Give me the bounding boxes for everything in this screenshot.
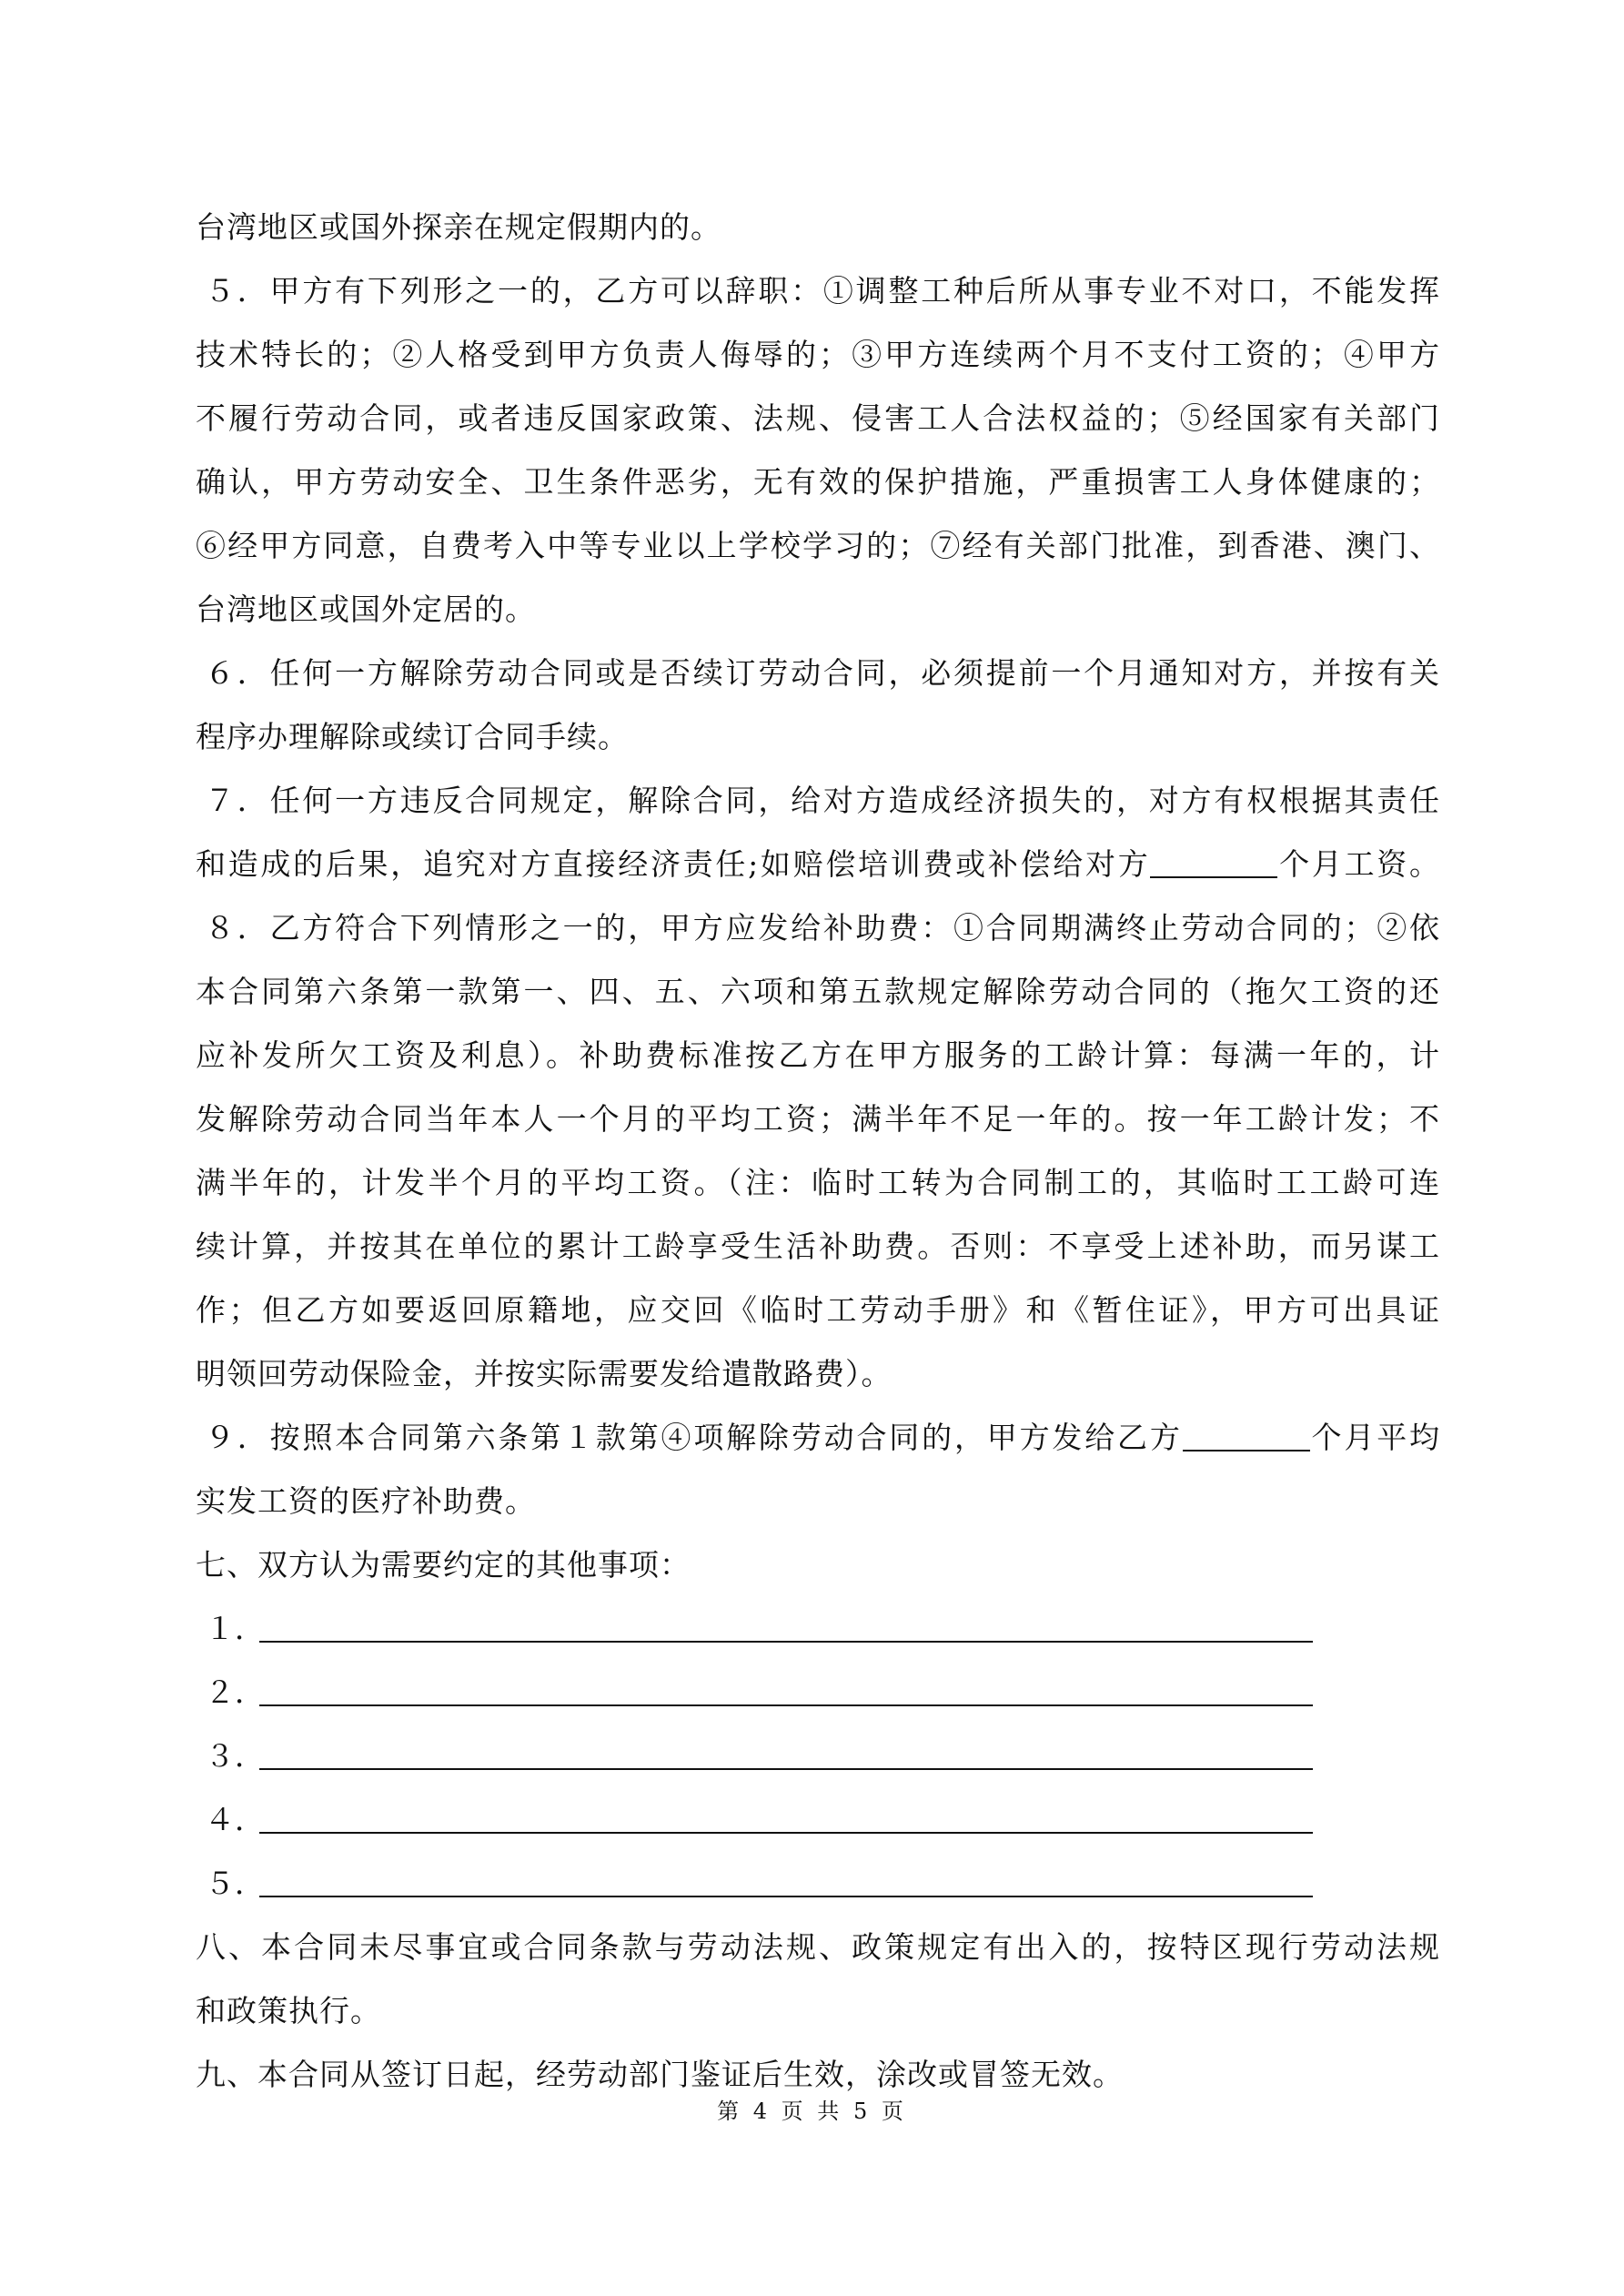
clause-9-line [196, 1406, 1440, 1470]
item-number: ４． [205, 1802, 265, 1837]
item-fill-line[interactable] [259, 1865, 1313, 1897]
text-line: 程序办理解除或续订合同手续。 [196, 719, 629, 754]
text-segment: 个月工资。 [1277, 846, 1440, 882]
text-segment: 和造成的后果，追究对方直接经济责任;如赔偿培训费或补偿给对方 [196, 846, 1151, 882]
text-line: ⑥经甲方同意，自费考入中等专业以上学校学习的；⑦经有关部门批准，到香港、澳门、 [196, 528, 1440, 563]
text-line: 技术特长的；②人格受到甲方负责人侮辱的；③甲方连续两个月不支付工资的；④甲方 [196, 337, 1440, 372]
other-item-row [196, 1788, 1440, 1852]
clause-5-line: ５．甲方有下列形之一的，乙方可以辞职：①调整工种后所从事专业不对口，不能发挥 [205, 273, 1440, 308]
item-fill-line[interactable] [259, 1610, 1313, 1643]
other-item-row [196, 1852, 1440, 1916]
text-line: 满半年的，计发半个月的平均工资。（注：临时工转为合同制工的，其临时工工龄可连 [196, 1165, 1440, 1200]
clause-6-line: ６．任何一方解除劳动合同或是否续订劳动合同，必须提前一个月通知对方，并按有关 [205, 655, 1440, 691]
text-line: 续计算，并按其在单位的累计工龄享受生活补助费。否则：不享受上述补助，而另谋工 [196, 1229, 1440, 1264]
other-item-row [196, 1597, 1440, 1661]
item-fill-line[interactable] [259, 1801, 1313, 1834]
clause-8-line: ８．乙方符合下列情形之一的，甲方应发给补助费：①合同期满终止劳动合同的；②依 [205, 910, 1440, 946]
text-line: 实发工资的医疗补助费。 [196, 1483, 536, 1519]
item-number: ３． [205, 1738, 265, 1774]
fill-in-blank-months[interactable] [1183, 1419, 1310, 1451]
item-number: １． [205, 1611, 265, 1646]
text-line: 台湾地区或国外定居的。 [196, 592, 536, 627]
text-line: 本合同第六条第一款第一、四、五、六项和第五款规定解除劳动合同的（拖欠工资的还 [196, 974, 1440, 1009]
text-segment: 个月平均 [1309, 1420, 1440, 1455]
text-line: 和政策执行。 [196, 1993, 381, 2028]
text-segment: ９．按照本合同第六条第１款第④项解除劳动合同的，甲方发给乙方 [205, 1420, 1183, 1455]
fill-in-blank-months[interactable] [1150, 845, 1277, 878]
document-body [196, 196, 1440, 2107]
text-line-with-blank [196, 833, 1440, 896]
text-line: 作；但乙方如要返回原籍地，应交回《临时工劳动手册》和《暂住证》，甲方可出具证 [196, 1292, 1440, 1328]
item-number: ２． [205, 1674, 265, 1710]
section-9-line: 九、本合同从签订日起，经劳动部门鉴证后生效，涂改或冒签无效。 [196, 2057, 1124, 2092]
item-fill-line[interactable] [259, 1674, 1313, 1706]
text-line: 应补发所欠工资及利息）。补助费标准按乙方在甲方服务的工龄计算：每满一年的，计 [196, 1037, 1440, 1073]
other-item-row [196, 1725, 1440, 1788]
text-line: 确认，甲方劳动安全、卫生条件恶劣，无有效的保护措施，严重损害工人身体健康的； [196, 464, 1440, 500]
page-number-footer: 第 4 页 共 5 页 [717, 2099, 907, 2124]
section-8-line: 八、本合同未尽事宜或合同条款与劳动法规、政策规定有出入的，按特区现行劳动法规 [196, 1929, 1440, 1965]
text-line: 不履行劳动合同，或者违反国家政策、法规、侵害工人合法权益的；⑤经国家有关部门 [196, 400, 1440, 436]
item-fill-line[interactable] [259, 1737, 1313, 1770]
section-7-heading: 七、双方认为需要约定的其他事项： [196, 1547, 691, 1583]
other-item-row [196, 1661, 1440, 1725]
text-line: 明领回劳动保险金，并按实际需要发给遣散路费）。 [196, 1356, 893, 1391]
text-line: 台湾地区或国外探亲在规定假期内的。 [196, 209, 721, 245]
item-number: ５． [205, 1866, 265, 1901]
clause-7-line: ７．任何一方违反合同规定，解除合同，给对方造成经济损失的，对方有权根据其责任 [205, 783, 1440, 818]
text-line: 发解除劳动合同当年本人一个月的平均工资；满半年不足一年的。按一年工龄计发；不 [196, 1101, 1440, 1137]
